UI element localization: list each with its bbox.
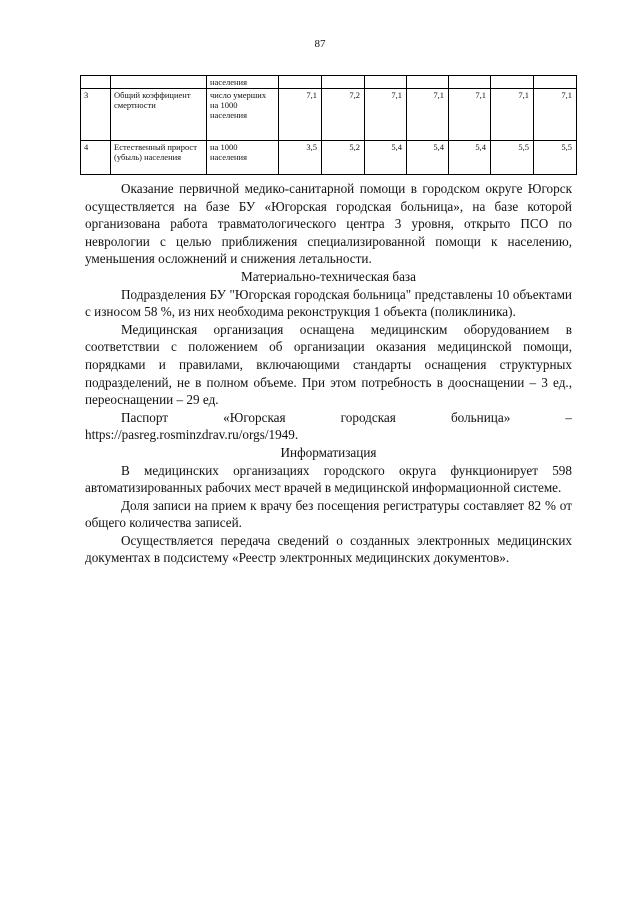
- paragraph-workstations: В медицинских организациях городского округа функционирует 598 автоматизированных рабочих мест врачей в медицинской информационной системе.: [85, 462, 572, 496]
- indicator-unit: населения: [207, 76, 279, 89]
- table-row: [81, 76, 577, 89]
- indicator-unit: на 1000 населения: [207, 141, 279, 175]
- value-cell: 5,5: [534, 141, 577, 175]
- row-number: 4: [81, 141, 111, 175]
- heading-informatization: Информатизация: [280, 444, 377, 460]
- value-cell: 7,1: [279, 89, 322, 141]
- value-cell: [279, 76, 322, 89]
- passport-link[interactable]: https://pasreg.rosminzdrav.ru/orgs/1949.: [85, 427, 299, 443]
- indicator-name: [111, 76, 207, 89]
- heading-material-base: Материально-техническая база: [241, 268, 416, 284]
- value-cell: 5,5: [491, 141, 534, 175]
- value-cell: 5,4: [365, 141, 407, 175]
- value-cell: 7,1: [407, 89, 449, 141]
- value-cell: 3,5: [279, 141, 322, 175]
- paragraph-appointments: Доля записи на прием к врачу без посещения регистратуры составляет 82 % от общего количества записей.: [85, 497, 572, 531]
- value-cell: 7,1: [534, 89, 577, 141]
- passport-line: Паспорт «Югорская городская больница» –: [121, 409, 572, 425]
- value-cell: [322, 76, 365, 89]
- value-cell: 5,4: [407, 141, 449, 175]
- value-cell: 5,4: [449, 141, 491, 175]
- value-cell: [449, 76, 491, 89]
- indicator-name: Общий коэффициент смертности: [111, 89, 207, 141]
- row-number: [81, 76, 111, 89]
- value-cell: 7,1: [449, 89, 491, 141]
- row-number: 3: [81, 89, 111, 141]
- paragraph-primary-care: Оказание первичной медико-санитарной помощи в городском округе Югорск осуществляется на базе БУ «Югорская городская больница», на базе которой организована работа травматологического центра 3 уровня, открыто ПСО по неврологии с целью приближения специализированной помощи к населению, уменьшения осложнений и снижения летальности.: [85, 181, 572, 267]
- indicators-table: [80, 75, 577, 175]
- value-cell: 7,1: [491, 89, 534, 141]
- indicator-unit: число умерших на 1000 населения: [207, 89, 279, 141]
- table-row: [81, 89, 577, 141]
- value-cell: 7,1: [365, 89, 407, 141]
- table-row: [81, 141, 577, 175]
- document-body: [85, 180, 572, 567]
- page-number: 87: [314, 38, 326, 50]
- paragraph-edocuments: Осуществляется передача сведений о созданных электронных медицинских документах в подсистему «Реестр электронных медицинских документов».: [85, 532, 572, 566]
- value-cell: [534, 76, 577, 89]
- value-cell: 5,2: [322, 141, 365, 175]
- value-cell: 7,2: [322, 89, 365, 141]
- paragraph-subdivisions: Подразделения БУ "Югорская городская больница" представлены 10 объектами с износом 58 %, из них необходима реконструкция 1 объекта (поликлиника).: [85, 286, 572, 320]
- paragraph-equipment: Медицинская организация оснащена медицинским оборудованием в соответствии с положением об организации оказания медицинской помощи, порядками и правилами, включающими стандарты оснащения структурных подразделений, не в полном объеме. При этом потребность в дооснащении – 3 ед., переоснащении – 29 ед.: [85, 321, 572, 408]
- value-cell: [365, 76, 407, 89]
- value-cell: [491, 76, 534, 89]
- value-cell: [407, 76, 449, 89]
- indicator-name: Естественный прирост (убыль) населения: [111, 141, 207, 175]
